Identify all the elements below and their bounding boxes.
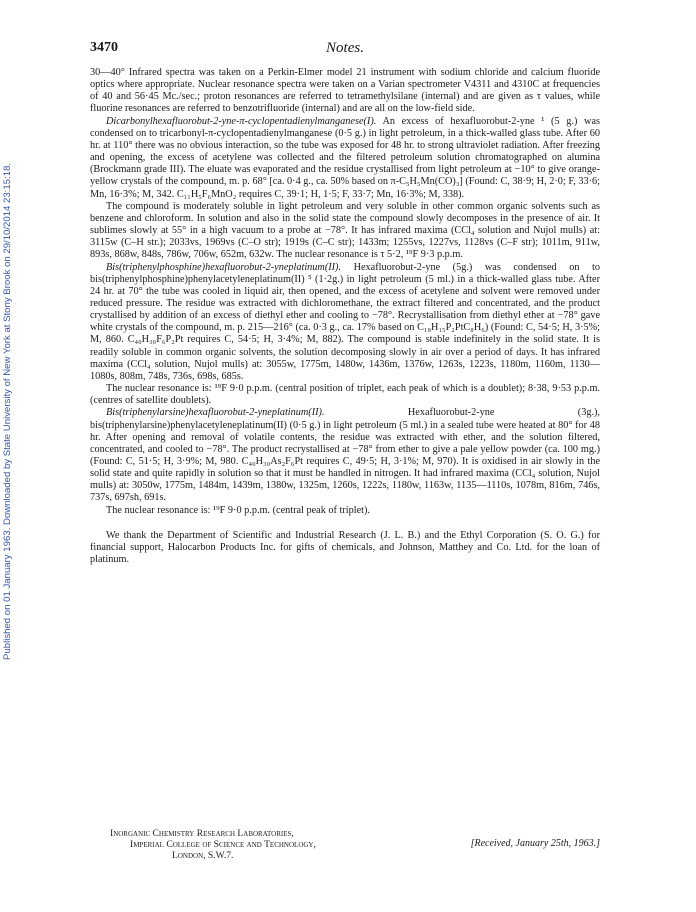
compound-heading: Bis(triphenylphosphine)hexafluorobut-2-yneplatinum(II). bbox=[106, 261, 342, 273]
address-line: Imperial College of Science and Technology, bbox=[130, 839, 316, 850]
paragraph-text: Hexafluorobut-2-yne (3g.), bis(triphenylarsine)phenylacetyleneplatinum(II) (0·5 g.) in light petroleum (5 ml.) in a sealed tube were heated at 80° for 48 hr. After opening and removal of volatile contents, the residue was extracted with ether, and the solution filtered, concentrated, and cooled to −78°. The product recrystallised at −78° from ether to give a pale yellow powder (ca. 100 mg.) (Found: C, 51·5; H, 3·9%; M, 980. C₄₀H₃₀As₂F₆Pt requires C, 49·5; H, 3·1%; M, 970). It is oxidised in air slowly in the solid state and quite rapidly in solution so that it must be handled in nitrogen. It had infrared maxima (CCl₄ solution, Nujol mulls) at: 3050w, 1775m, 1484m, 1439m, 1380w, 1325m, 1260s, 1222s, 1180w, 1163w, 1135—1110s, 1078m, 816m, 746s, 737s, 697sh, 691s. bbox=[90, 407, 600, 504]
download-notice bbox=[2, 40, 16, 660]
download-notice-text: Published on 01 January 1963. Downloaded by State University of New York at Stony Brook on 29/10/2014 23:15:18. bbox=[2, 162, 13, 660]
compound-heading: Bis(triphenylarsine)hexafluorobut-2-yneplatinum(II). bbox=[106, 407, 325, 419]
running-head: Notes. bbox=[326, 40, 364, 56]
paragraph-properties bbox=[90, 201, 600, 262]
paragraph-text: The nuclear resonance is: ¹⁹F 9·0 p.p.m. (central position of triplet, each peak of which is a doublet); 8·38, 9·53 p.p.m. (centres of satellite doublets). bbox=[90, 383, 600, 407]
received-date: [Received, January 25th, 1963.] bbox=[470, 838, 600, 849]
address-line: London, S.W.7. bbox=[172, 850, 234, 861]
paragraph-intro bbox=[90, 67, 600, 116]
paragraph-manganese bbox=[90, 116, 600, 201]
affiliation-address bbox=[110, 828, 430, 861]
paragraph-nmr-phosphine bbox=[90, 383, 600, 407]
paragraph-text: Hexafluorobut-2-yne (5g.) was condensed on to bis(triphenylphosphine)phenylacetyleneplatinum(II) ⁵ (1·2g.) in light petroleum (5 ml.) in a thick-walled glass tube. After 24 hr. at 70° the tube was cooled in liquid air, then opened, and the excess of acetylene and solvent were removed under reduced pressure. The residue was extracted with dichloromethane, the extract filtered and concentrated, and the product crystallised by addition of an excess of diethyl ether and cooling to −78°. Recrystallisation from diethyl ether at −78° gave white crystals of the compound, m. p. 215—216° (ca. 0·3 g., ca. 17% based on C₁₈H₁₅P₂PtC₈H₆) (Found: C, 54·5; H, 3·5%; M, 860. C₄₀H₃₀F₆P₂Pt requires C, 54·5; H, 3·4%; M, 882). The compound is stable indefinitely in the solid state. It is readily soluble in common organic solvents, the solution decomposing slowly in air over a period of days. It has infrared maxima (CCl₄ solution, Nujol mulls) at: 3055w, 1775m, 1480w, 1436m, 1376w, 1263s, 1223s, 1180m, 1160m, 1130—1080s, 808m, 748s, 736s, 698s, 685s. bbox=[90, 261, 600, 382]
page-number: 3470 bbox=[90, 40, 118, 55]
compound-heading: Dicarbonylhexafluorobut-2-yne-π-cyclopentadienylmanganese(I). bbox=[106, 115, 377, 127]
paragraph-arsine bbox=[90, 407, 600, 504]
page-header bbox=[90, 40, 600, 60]
paragraph-text: An excess of hexafluorobut-2-yne ¹ (5 g.) was condensed on to tricarbonyl-π-cyclopentadienylmanganese (0·5 g.) in light petroleum, in a thick-walled glass tube. After 60 hr. at 110° there was no obvious interaction, so the tube was exposed for 48 hr. to strong ultraviolet radiation. After freezing and opening, the excess of acetylene was collected and the filtered petroleum solution chromatographed on alumina (Brockmann grade III). The eluate was evaporated and the residue crystallised from light petroleum at −10° to give orange-yellow crystals of the compound, m. p. 68° [ca. 0·4 g., ca. 50% based on π-C₅H₅Mn(CO)₃] (Found: C, 38·9; H, 2·0; F, 33·6; Mn, 16·3%; M, 342. C₁₁H₅F₆MnO₂ requires C, 39·1; H, 1·5; F, 33·7; Mn, 16·3%; M, 338). bbox=[90, 115, 600, 200]
acknowledgement: We thank the Department of Scientific and Industrial Research (J. L. B.) and the Ethyl Corporation (S. O. G.) for financial support, Halocarbon Products Inc. for gifts of chemicals, and Johnson, Matthey and Co. Ltd. for the loan of platinum. bbox=[90, 529, 600, 566]
paragraph-text: The compound is moderately soluble in light petroleum and very soluble in other common organic solvents such as benzene and chloroform. In solution and also in the solid state the compound slowly decomposes in the presence of air. It sublimes slowly at 55° in a high vacuum to a probe at −78°. It has infrared maxima (CCl₄ solution and Nujol mulls) at: 3115w (C–H str.); 2033vs, 1969vs (C–O str); 1919s (C–C str); 1433m; 1255vs, 1227vs, 1128vs (C–F str); 1011m, 911w, 893s, 868w, 848s, 786w, 706w, 652m, 632w. The nuclear resonance is τ 5·2, ¹⁹F 9·3 p.p.m. bbox=[90, 200, 600, 261]
paragraph-phosphine bbox=[90, 262, 600, 384]
address-line: Inorganic Chemistry Research Laboratories, bbox=[110, 828, 294, 839]
paragraph-nmr-arsine bbox=[90, 505, 600, 517]
paragraph-text: 30—40° Infrared spectra was taken on a Perkin-Elmer model 21 instrument with sodium chloride and calcium fluoride optics where appropriate. Nuclear resonance spectra were taken on a Varian spectrometer V4311 and 4310C at frequencies of 40 and 56·45 Mc./sec.; proton resonances are referred to tetramethylsilane (internal) and are given as τ values, while fluorine resonances are referred to benzotrifluoride (internal) and are all on the low-field side. bbox=[90, 67, 600, 115]
paragraph-text: The nuclear resonance is: ¹⁹F 9·0 p.p.m. (central peak of triplet). bbox=[106, 504, 370, 516]
article-body bbox=[90, 67, 600, 566]
